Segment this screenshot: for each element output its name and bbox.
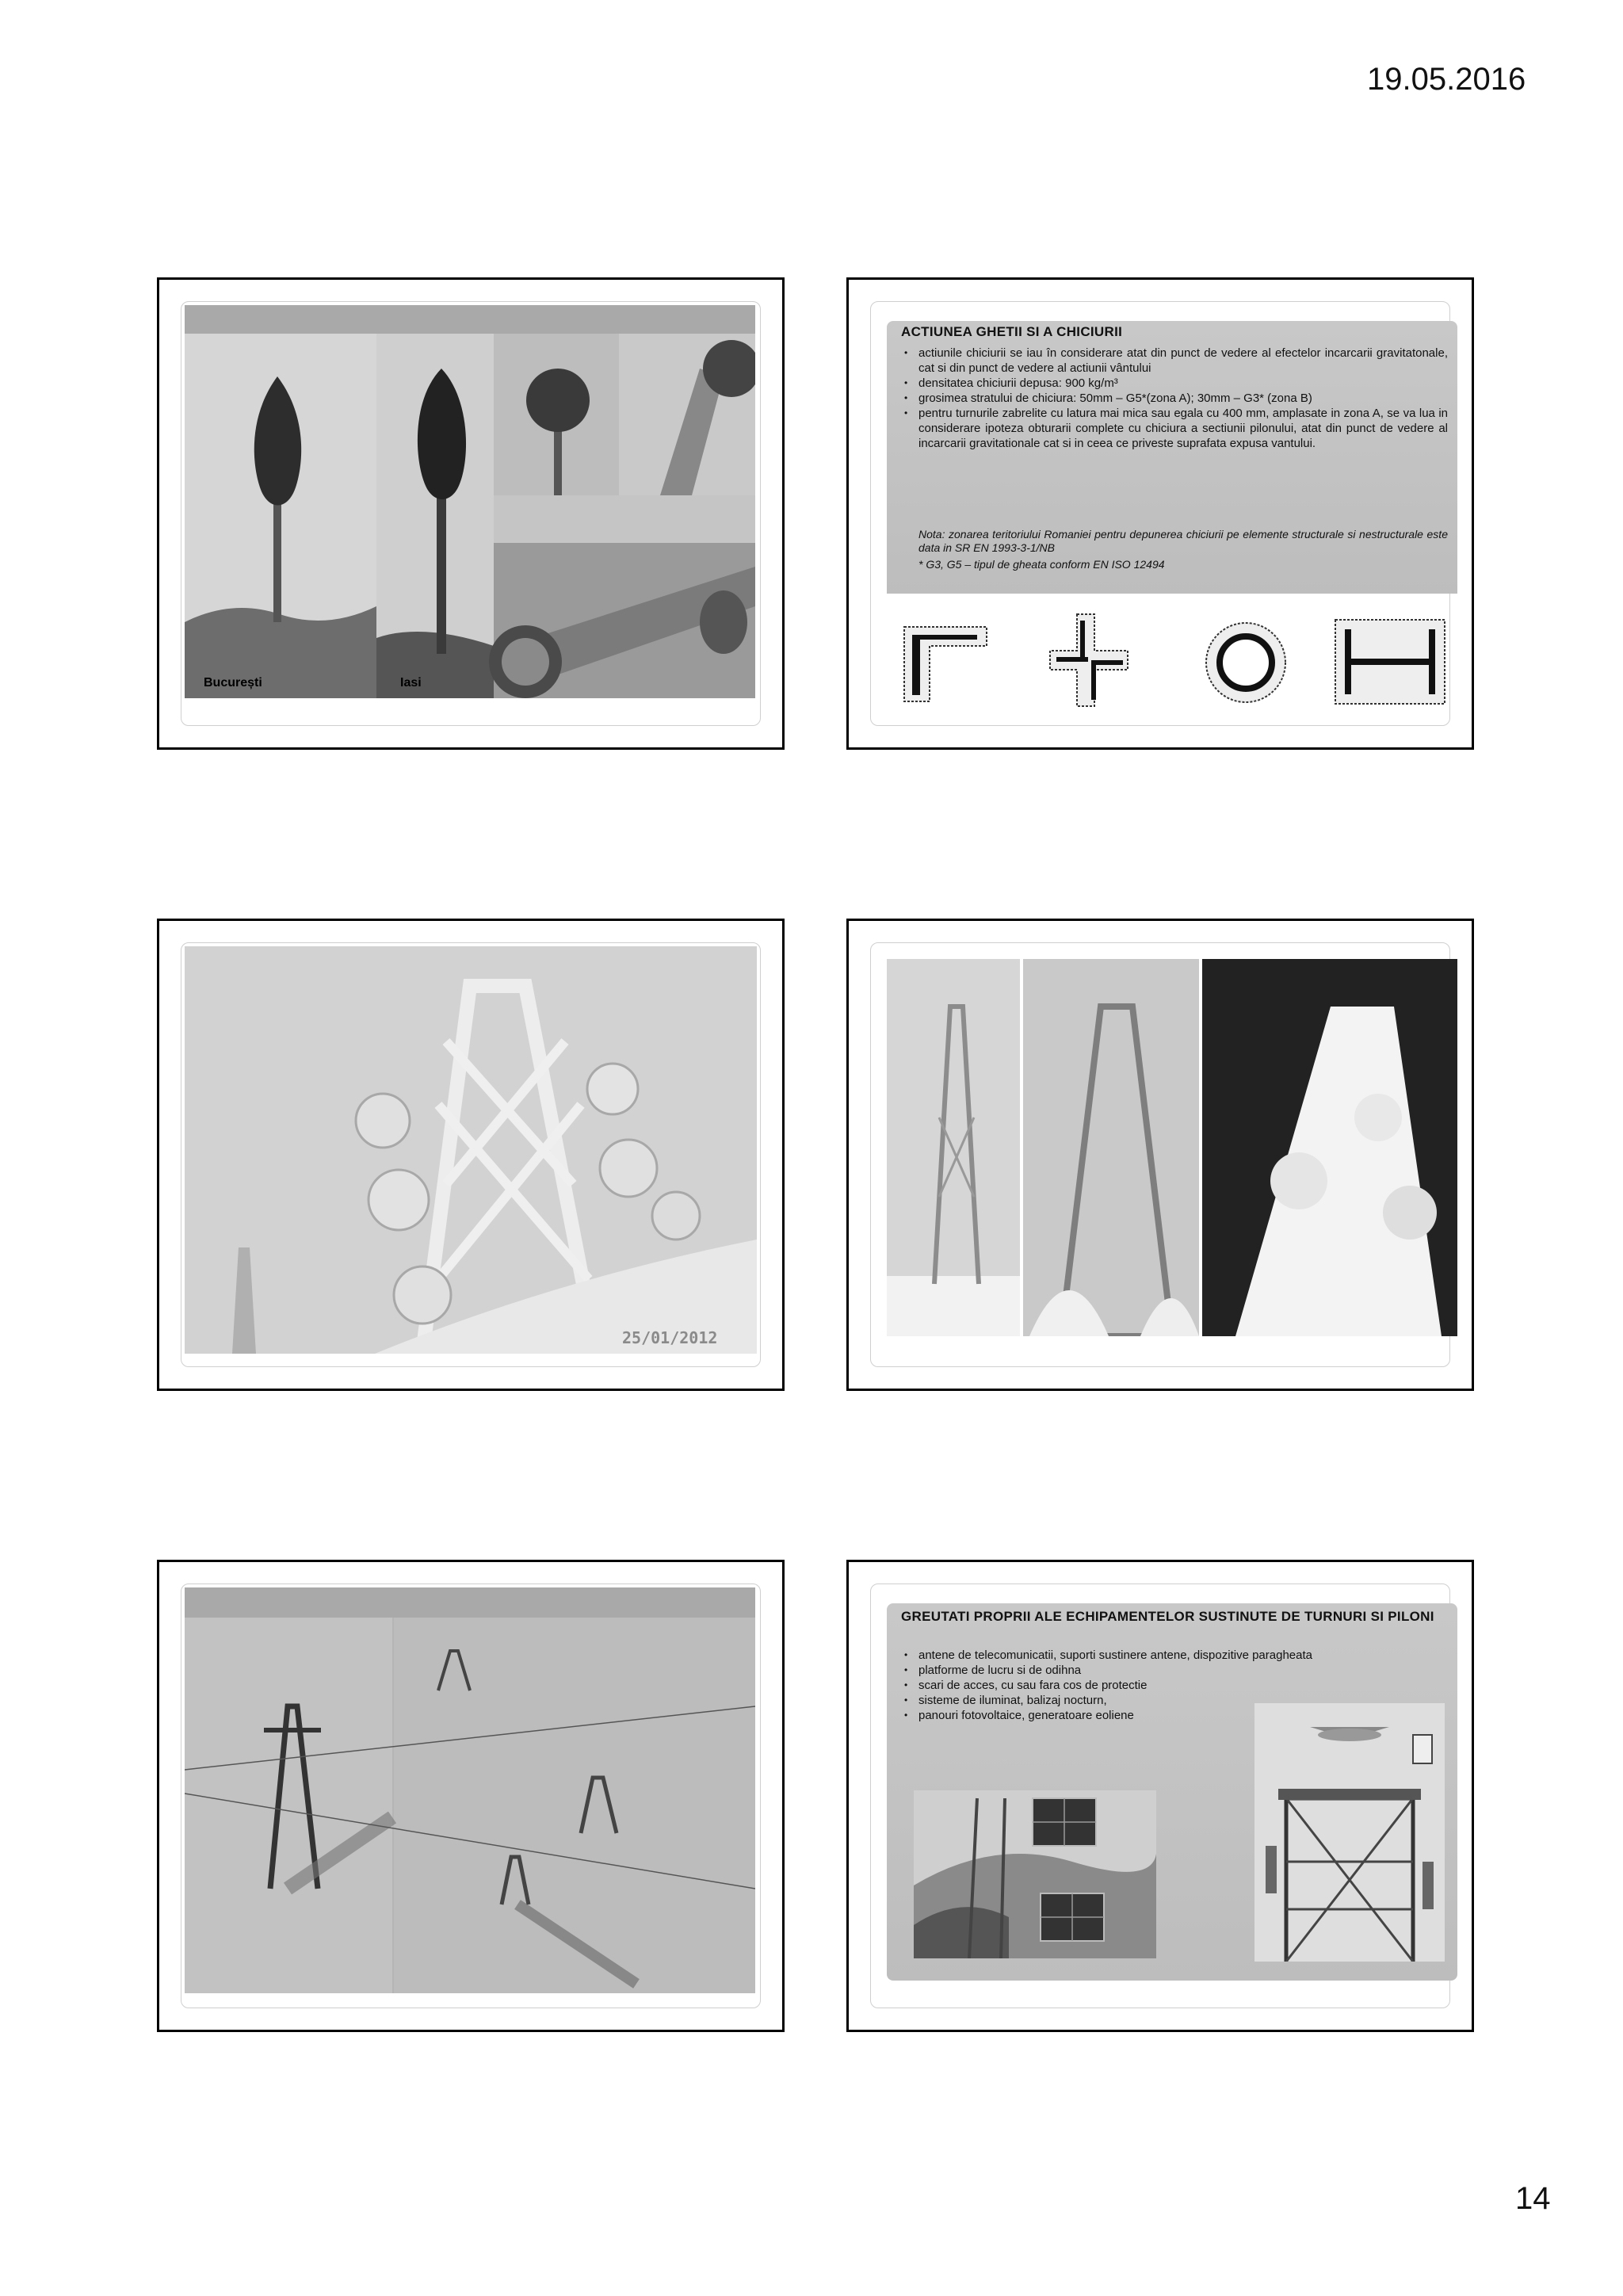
wind-turbine-photo (1254, 1703, 1445, 1962)
slide-3-frame (181, 942, 761, 1367)
slide-5-frame (181, 1584, 761, 2008)
power-pylon-photo (185, 1587, 755, 1993)
bullet-item: • actiunile chiciurii se iau în considerare atat din punct de vedere al efectelor incarcarii gravitatonale, cat si din punct de vedere al actiunii vântului (901, 346, 1448, 376)
bullet-item: • grosimea stratului de chiciura: 50mm – G5*(zona A); 30mm – G3* (zona B) (901, 391, 1448, 406)
slide-3 (157, 919, 785, 1391)
page-date: 19.05.2016 (1367, 62, 1526, 97)
cross-section-icon (1045, 609, 1132, 711)
slide-1 (157, 277, 785, 750)
bullet-list (901, 346, 1448, 451)
slide-4-frame (870, 942, 1450, 1367)
ice-tower-collage (887, 959, 1457, 1336)
bullet-item: • sisteme de iluminat, balizaj nocturn, (901, 1693, 1456, 1708)
slide-5 (157, 1560, 785, 2032)
ice-tower-photo (185, 946, 757, 1354)
bullet-item: • pentru turnurile zabrelite cu latura mai mica sau egala cu 400 mm, amplasate in zona A, se va lua in considerare ipoteza obturarii complete cu chiciura a sectiunii pilonului, atat din punct de vedere al incarcarii gravitationale cat si in ceea ce priveste suprafata expusa vantului. (901, 406, 1448, 451)
slide-6 (846, 1560, 1474, 2032)
bullet-item: • antene de telecomunicatii, suporti sustinere antene, dispozitive paragheata (901, 1648, 1456, 1663)
bullet-item: • platforme de lucru si de odihna (901, 1663, 1456, 1678)
slide-2-frame (870, 301, 1450, 726)
page-number: 14 (1515, 2181, 1551, 2216)
slide-title: GREUTATI PROPRII ALE ECHIPAMENTELOR SUSTINUTE DE TURNURI SI PILONI (901, 1609, 1434, 1624)
slide-4 (846, 919, 1474, 1391)
caption-bucuresti: București (204, 676, 262, 690)
slide-title: ACTIUNEA GHETII SI A CHICIURII (901, 324, 1123, 339)
tube-section-icon (1202, 619, 1289, 706)
h-section-icon (1331, 615, 1449, 709)
slide-6-frame (870, 1584, 1450, 2008)
bullet-item: • densitatea chiciurii depusa: 900 kg/m³ (901, 376, 1448, 391)
footnote-text: * G3, G5 – tipul de gheata conform EN ISO 12494 (918, 558, 1165, 571)
bullet-item: • scari de acces, cu sau fara cos de protectie (901, 1678, 1456, 1693)
photo-date-stamp: 25/01/2012 (622, 1328, 718, 1347)
angle-section-icon (898, 613, 993, 708)
slide-2 (846, 277, 1474, 750)
note-text: Nota: zonarea teritoriului Romaniei pentru depunerea chiciurii pe elemente structurale si nestructurale este data in SR EN 1993-3-1/NB (918, 528, 1448, 554)
tree-tower-photo (185, 305, 755, 698)
slide-1-frame (181, 301, 761, 726)
caption-iasi: Iasi (400, 676, 422, 690)
solar-panel-photo (914, 1790, 1156, 1958)
bullet-item: • panouri fotovoltaice, generatoare eoliene (901, 1708, 1456, 1723)
